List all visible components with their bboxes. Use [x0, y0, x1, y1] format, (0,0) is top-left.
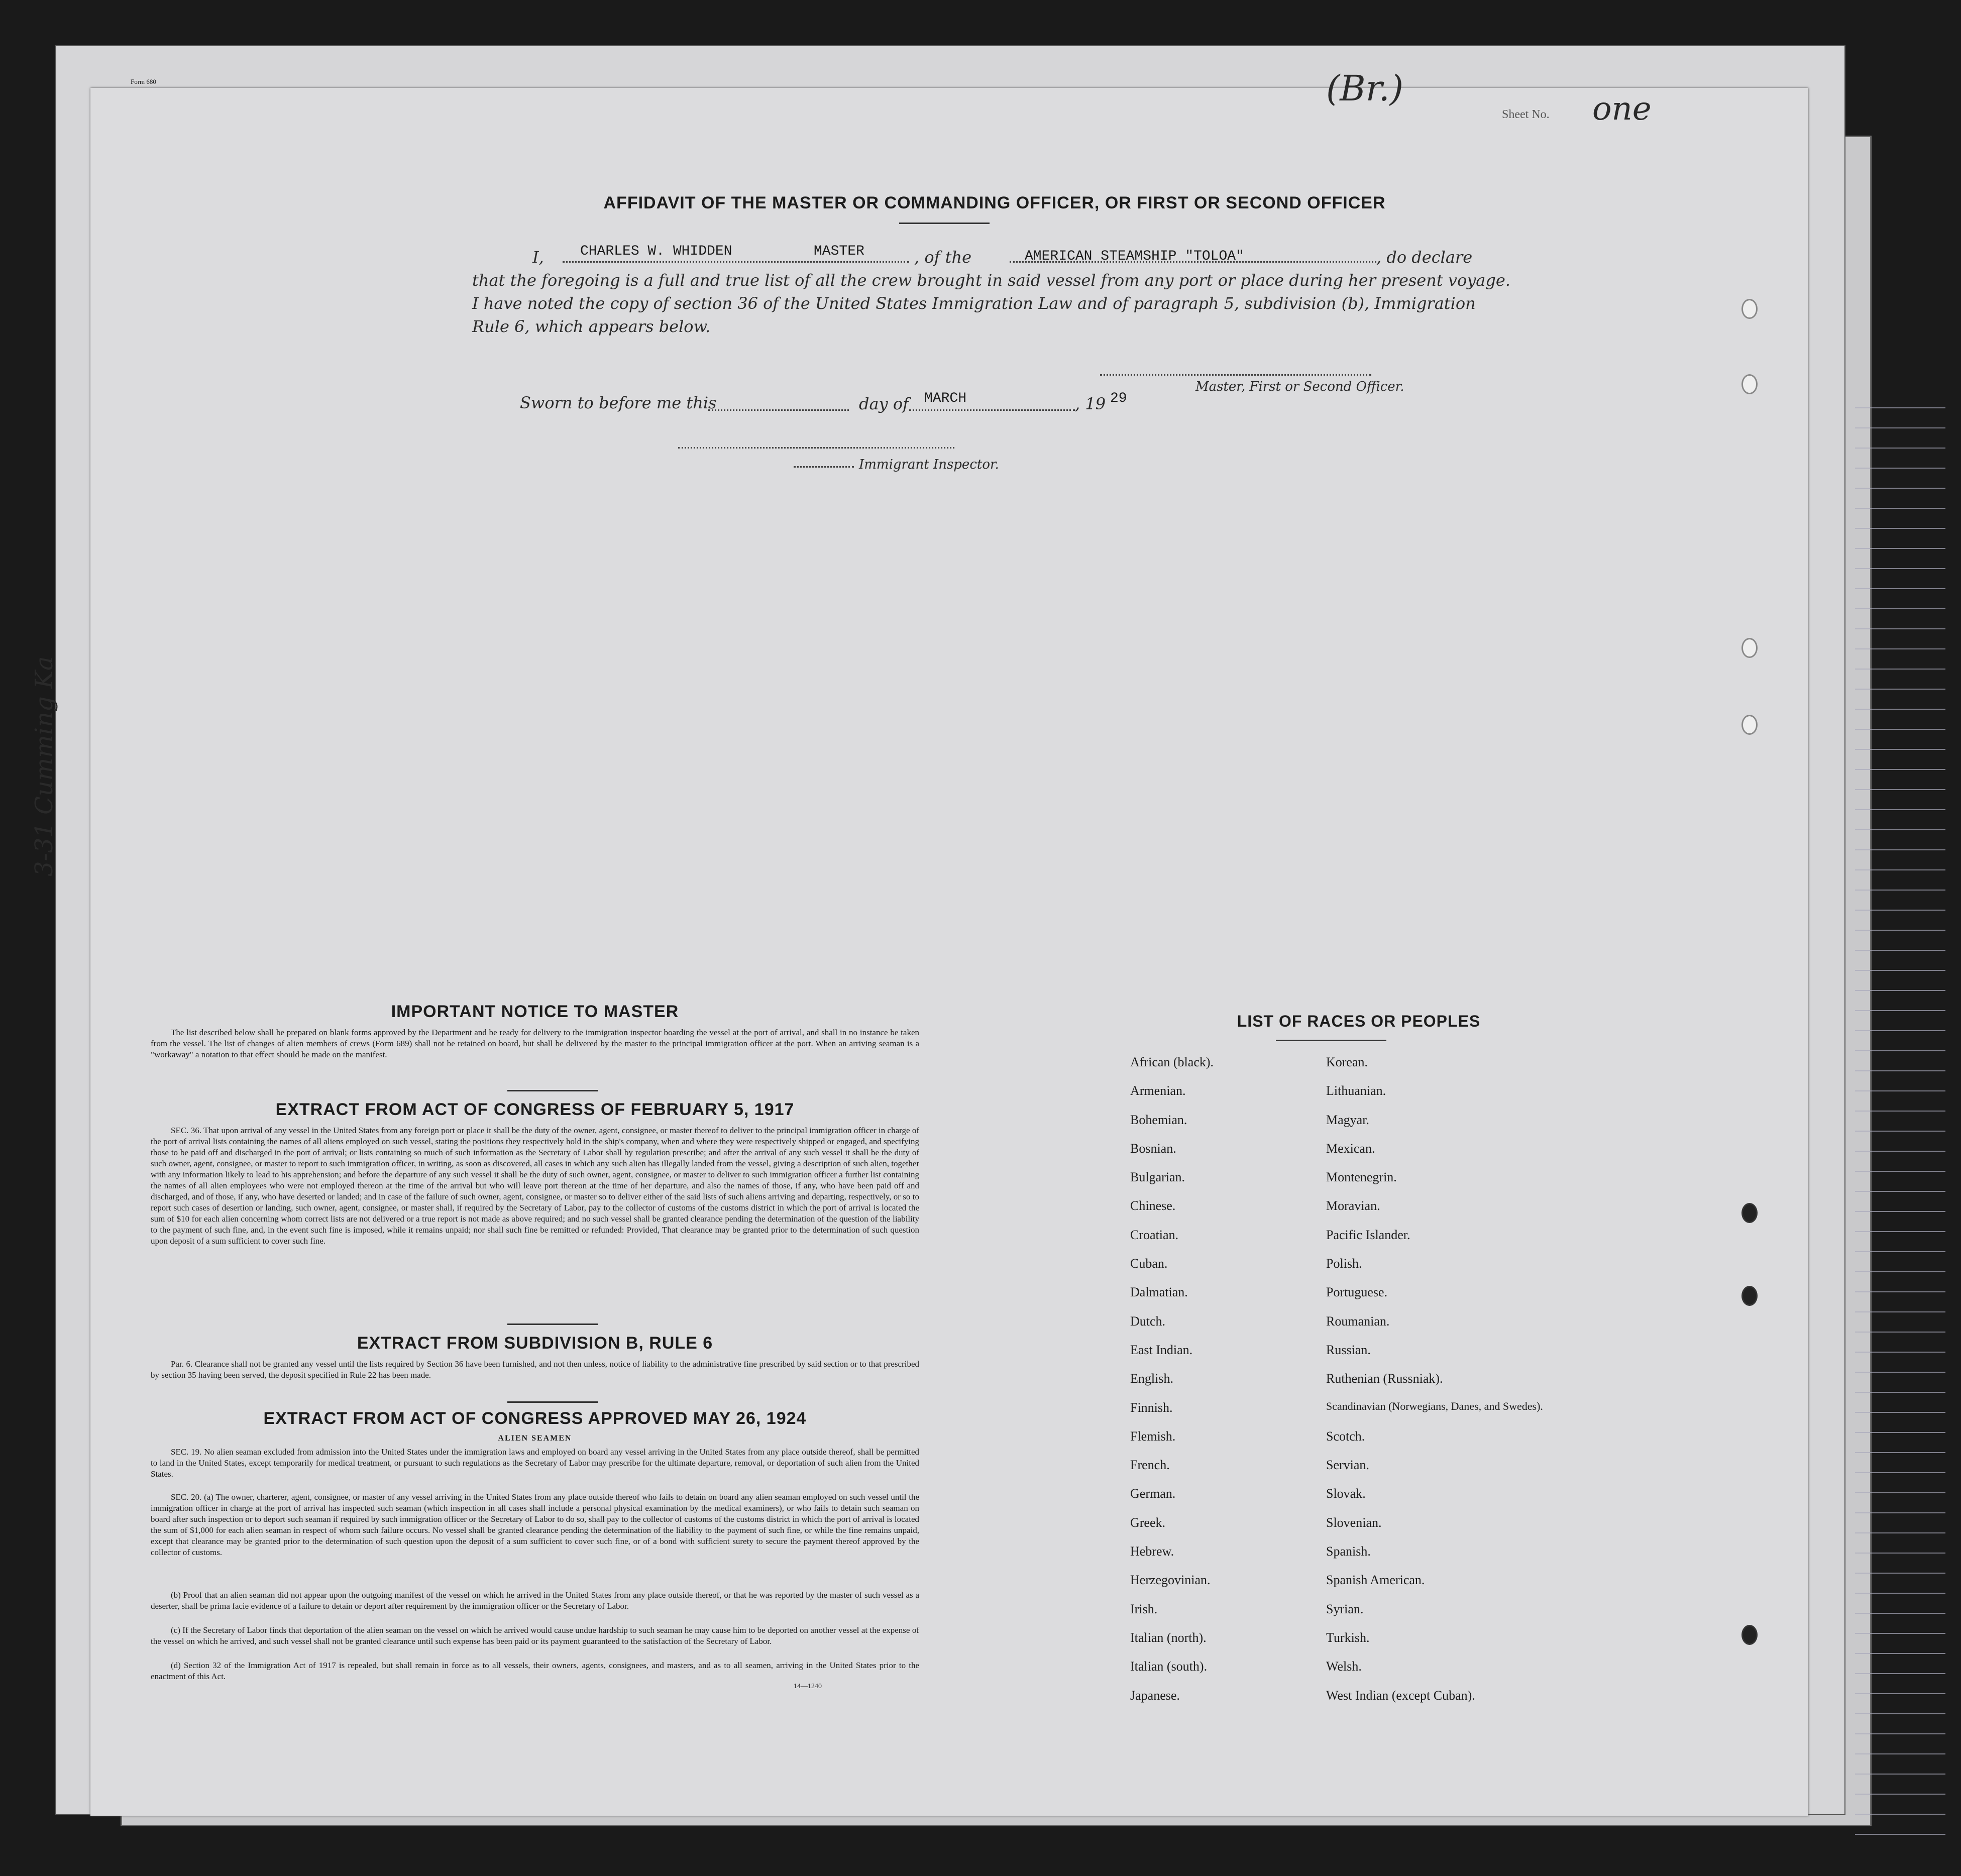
race-item: Lithuanian. [1326, 1083, 1386, 1098]
race-item: Montenegrin. [1326, 1170, 1397, 1185]
race-item: Roumanian. [1326, 1313, 1390, 1329]
race-item: Croatian. [1130, 1227, 1179, 1242]
race-item: Italian (south). [1130, 1659, 1208, 1674]
title-rule [899, 223, 990, 224]
master-rank: MASTER [814, 244, 864, 259]
sheet-number-label: Sheet No. [1502, 108, 1550, 121]
binder-hole [1741, 715, 1758, 735]
extract-1924-title: EXTRACT FROM ACT OF CONGRESS APPROVED MAY 26, 1924 [263, 1409, 807, 1428]
race-item: Syrian. [1326, 1601, 1364, 1616]
race-item: Polish. [1326, 1256, 1362, 1271]
affidavit-title: AFFIDAVIT OF THE MASTER OR COMMANDING OFFICER, OR FIRST OR SECOND OFFICER [603, 193, 1386, 212]
race-item: Dalmatian. [1130, 1285, 1188, 1300]
race-item: Turkish. [1326, 1630, 1370, 1645]
document-sheet [30, 68, 1808, 1816]
race-item: African (black). [1130, 1055, 1214, 1069]
extract-rule6-body: Par. 6. Clearance shall not be granted any vessel until the lists required by Section 36 have been furnished, and not then unless, notice of liability to the administrative fine prescribed by said section or to that prescribed by section 35 having been served, the deposit specified in Rule 22 has been made. [151, 1359, 919, 1380]
race-item: Ruthenian (Russniak). [1326, 1371, 1443, 1386]
race-item: Mexican. [1326, 1141, 1375, 1156]
race-item: Portuguese. [1326, 1285, 1388, 1300]
left-margin-note: 3-31 Cumming Ka [30, 656, 58, 876]
race-item: Irish. [1130, 1601, 1158, 1616]
signature-caption: Master, First or Second Officer. [1195, 379, 1404, 394]
race-item: Pacific Islander. [1326, 1227, 1410, 1242]
vessel-name: AMERICAN STEAMSHIP "TOLOA" [1025, 249, 1244, 264]
race-item: Spanish American. [1326, 1573, 1425, 1588]
race-item: English. [1130, 1371, 1173, 1386]
race-item: Herzegovinian. [1130, 1573, 1211, 1588]
race-item: Welsh. [1326, 1659, 1362, 1674]
sec20a-body: SEC. 20. (a) The owner, charterer, agent, consignee, or master of any vessel arriving in the United States from any place outside thereof who fails to detain on board any alien seaman employed on such vessel until the immigration officer in charge at the port of arrival has inspected such seaman (which inspection in all cases shall include a personal physical examination by the medical examiners), or who fails to detain such seaman on board after such inspection or to deport such seaman if required by such immigration officer or the Secretary of Labor to do so, shall pay to the collector of customs of the customs district in which the port of arrival is located the sum of $1,000 for each alien seaman in respect of whom such failure occurs. No vessel shall be granted clearance pending the determination of the liability to the payment of such fine, or while the fine remains unpaid, except that clearance may be granted prior to the determination of such question upon the deposit of a sum sufficient to cover such fine, or of a bond with sufficient surety to secure the payment thereof approved by the collector of customs. [151, 1492, 919, 1557]
extract-rule6-title: EXTRACT FROM SUBDIVISION B, RULE 6 [357, 1334, 713, 1353]
race-item: Scandinavian (Norwegians, Danes, and Swedes). [1326, 1399, 1543, 1412]
sec20b-body: (b) Proof that an alien seaman did not appear upon the outgoing manifest of the vessel on which he arrived in the United States from any place outside thereof, or that he was reported by the master of such vessel as a deserter, shall be prima facie evidence of a failure to detain or deport after requirement by the immigration officer or the Secretary of Labor. [151, 1590, 919, 1611]
race-item: East Indian. [1130, 1342, 1193, 1357]
race-item: Spanish. [1326, 1544, 1371, 1559]
race-item: Bosnian. [1130, 1141, 1176, 1156]
affidavit-i: I, [532, 248, 544, 267]
day-of: day of [859, 394, 909, 413]
sec20d-body: (d) Section 32 of the Immigration Act of 1917 is repealed, but shall remain in force as to all vessels, their owners, agents, consignees, and masters, and as to all seamen, arriving in the United States prior to the enactment of this Act. [151, 1661, 919, 1681]
sec19-body: SEC. 19. No alien seaman excluded from admission into the United States under the immigration laws and employed on board any vessel arriving in the United States from any place outside thereof, shall be permitted to land in the United States, except temporarily for medical treatment, or pursuant to such regulations as the Secretary of Labor may prescribe for the ultimate departure, removal, or deportation of such alien from the United States. [151, 1447, 919, 1479]
race-item: Slovak. [1326, 1486, 1366, 1501]
race-item: Finnish. [1130, 1400, 1173, 1415]
binder-hole [1741, 638, 1758, 658]
affidavit-declare: , do declare [1376, 248, 1473, 267]
race-item: Russian. [1326, 1342, 1371, 1357]
race-item: Japanese. [1130, 1688, 1180, 1703]
inspector-caption: Immigrant Inspector. [859, 457, 999, 472]
race-item: Magyar. [1326, 1112, 1369, 1127]
race-item: Servian. [1326, 1458, 1369, 1473]
notice-title: IMPORTANT NOTICE TO MASTER [391, 1002, 679, 1021]
sheet-number-value: one [1592, 90, 1652, 128]
race-item: Scotch. [1326, 1428, 1365, 1444]
form-number: Form 680 [131, 78, 156, 85]
ruled-lines [1855, 388, 1945, 1845]
race-item: French. [1130, 1458, 1170, 1473]
binder-hole [1741, 1625, 1758, 1645]
race-item: German. [1130, 1486, 1176, 1501]
races-title: LIST OF RACES OR PEOPLES [1237, 1012, 1481, 1030]
race-item: Bohemian. [1130, 1112, 1187, 1127]
race-item: West Indian (except Cuban). [1326, 1688, 1475, 1703]
race-item: Greek. [1130, 1515, 1166, 1530]
binder-hole [1741, 374, 1758, 394]
binder-hole [1741, 299, 1758, 319]
races-left-column [1130, 1055, 1341, 1717]
race-item: Slovenian. [1326, 1515, 1382, 1530]
race-item: Chinese. [1130, 1198, 1176, 1213]
year-prefix: , 19 [1075, 394, 1106, 413]
binder-hole [1741, 1203, 1758, 1223]
race-item: Italian (north). [1130, 1630, 1207, 1645]
notice-body: The list described below shall be prepared on blank forms approved by the Department and be ready for delivery to the immigration inspector boarding the vessel at the port of arrival, and shall in no instance be taken from the vessel. The list of changes of alien members of crews (Form 689) shall not be retained on board, but shall be delivered by the master to the principal immigration officer at the port. When an arriving seaman is a "workaway" a notation to that effect should be made on the manifest. [151, 1028, 919, 1059]
races-right-column [1326, 1055, 1607, 1717]
sec20c-body: (c) If the Secretary of Labor finds that deportation of the alien seaman on the vessel on which he arrived would cause undue hardship to such seaman he may cause him to be deported on another vessel at the expense of the vessel on which he arrived, and such vessel shall not be granted clearance until such expense has been paid or its payment guaranteed to the satisfaction of the Secretary of Labor. [151, 1625, 919, 1646]
race-item: Bulgarian. [1130, 1170, 1185, 1185]
race-item: Armenian. [1130, 1083, 1186, 1098]
race-item: Dutch. [1130, 1313, 1166, 1329]
alien-seamen-subtitle: ALIEN SEAMEN [498, 1434, 572, 1443]
binder-hole [1741, 1286, 1758, 1306]
race-item: Moravian. [1326, 1198, 1380, 1213]
extract-1917-body: SEC. 36. That upon arrival of any vessel in the United States from any foreign port or place it shall be the duty of the owner, agent, consignee, or master thereof to deliver to the principal immigration officer in charge of the port of arrival lists containing the names of all aliens employed on such vessel, stating the positions they respectively hold in the ship's company, when and where they were respectively shipped or engaged, and specifying those to be paid off and discharged in the port of arrival; or lists containing so much of such information as the Secretary of Labor shall by regulation prescribe; and after the arrival of any such vessel it shall be the duty of such owner, agent, consignee, or master to report to such immigration officer, in writing, as soon as discovered, all cases in which any such alien has illegally landed from the vessel, giving a description of such alien, together with any information likely to lead to his apprehension; and before the departure of any such vessel it shall be the duty of such owner, agent, consignee, or master to deliver to such immigration officer a further list containing the names of all alien employees who were not employed thereon at the time of the arrival but who will leave port thereon at the time of her departure, and also the names of those, if any, who have been paid off and discharged, and of those, if any, who have deserted or landed; and in case of the failure of such owner, agent, consignee, or master so to deliver either of the said lists of such aliens arriving and departing, respectively, or so to report such cases of desertion or landing, such owner, agent, consignee, or master shall, if required by the Secretary of Labor, pay to the collector of customs of the customs district in which the port of arrival is located the sum of $10 for each alien concerning whom correct lists are not delivered or a true report is not made as above required; and no such vessel shall be granted clearance pending the determination of the question of the liability to the payment of such fine, and, in the event such fine is imposed, while it remains unpaid; nor shall such fine be remitted or refunded: Provided, That clearance may be granted prior to the determination of such question upon deposit of a sum sufficient to cover such fine. [151, 1126, 919, 1246]
race-item: Korean. [1326, 1055, 1368, 1069]
race-item: Hebrew. [1130, 1544, 1174, 1559]
sworn-year: 29 [1110, 391, 1127, 406]
race-item: Cuban. [1130, 1256, 1168, 1271]
sworn-month: MARCH [924, 391, 967, 406]
affidavit-of-the: , of the [914, 248, 972, 267]
sworn-prefix: Sworn to before me this [520, 393, 717, 412]
affidavit-body: that the foregoing is a full and true list of all the crew brought in said vessel from any port or place during her present voyage. I have noted the copy of section 36 of the United States Immigration Law and of paragraph 5, subdivision (b), Immigration Rule 6, which appears below. [472, 271, 1510, 336]
race-item: Flemish. [1130, 1428, 1176, 1444]
print-code: 14—1240 [794, 1683, 822, 1690]
handwritten-br: (Br.) [1326, 68, 1404, 109]
extract-1917-title: EXTRACT FROM ACT OF CONGRESS OF FEBRUARY 5, 1917 [275, 1100, 795, 1119]
master-name: CHARLES W. WHIDDEN [580, 244, 732, 259]
